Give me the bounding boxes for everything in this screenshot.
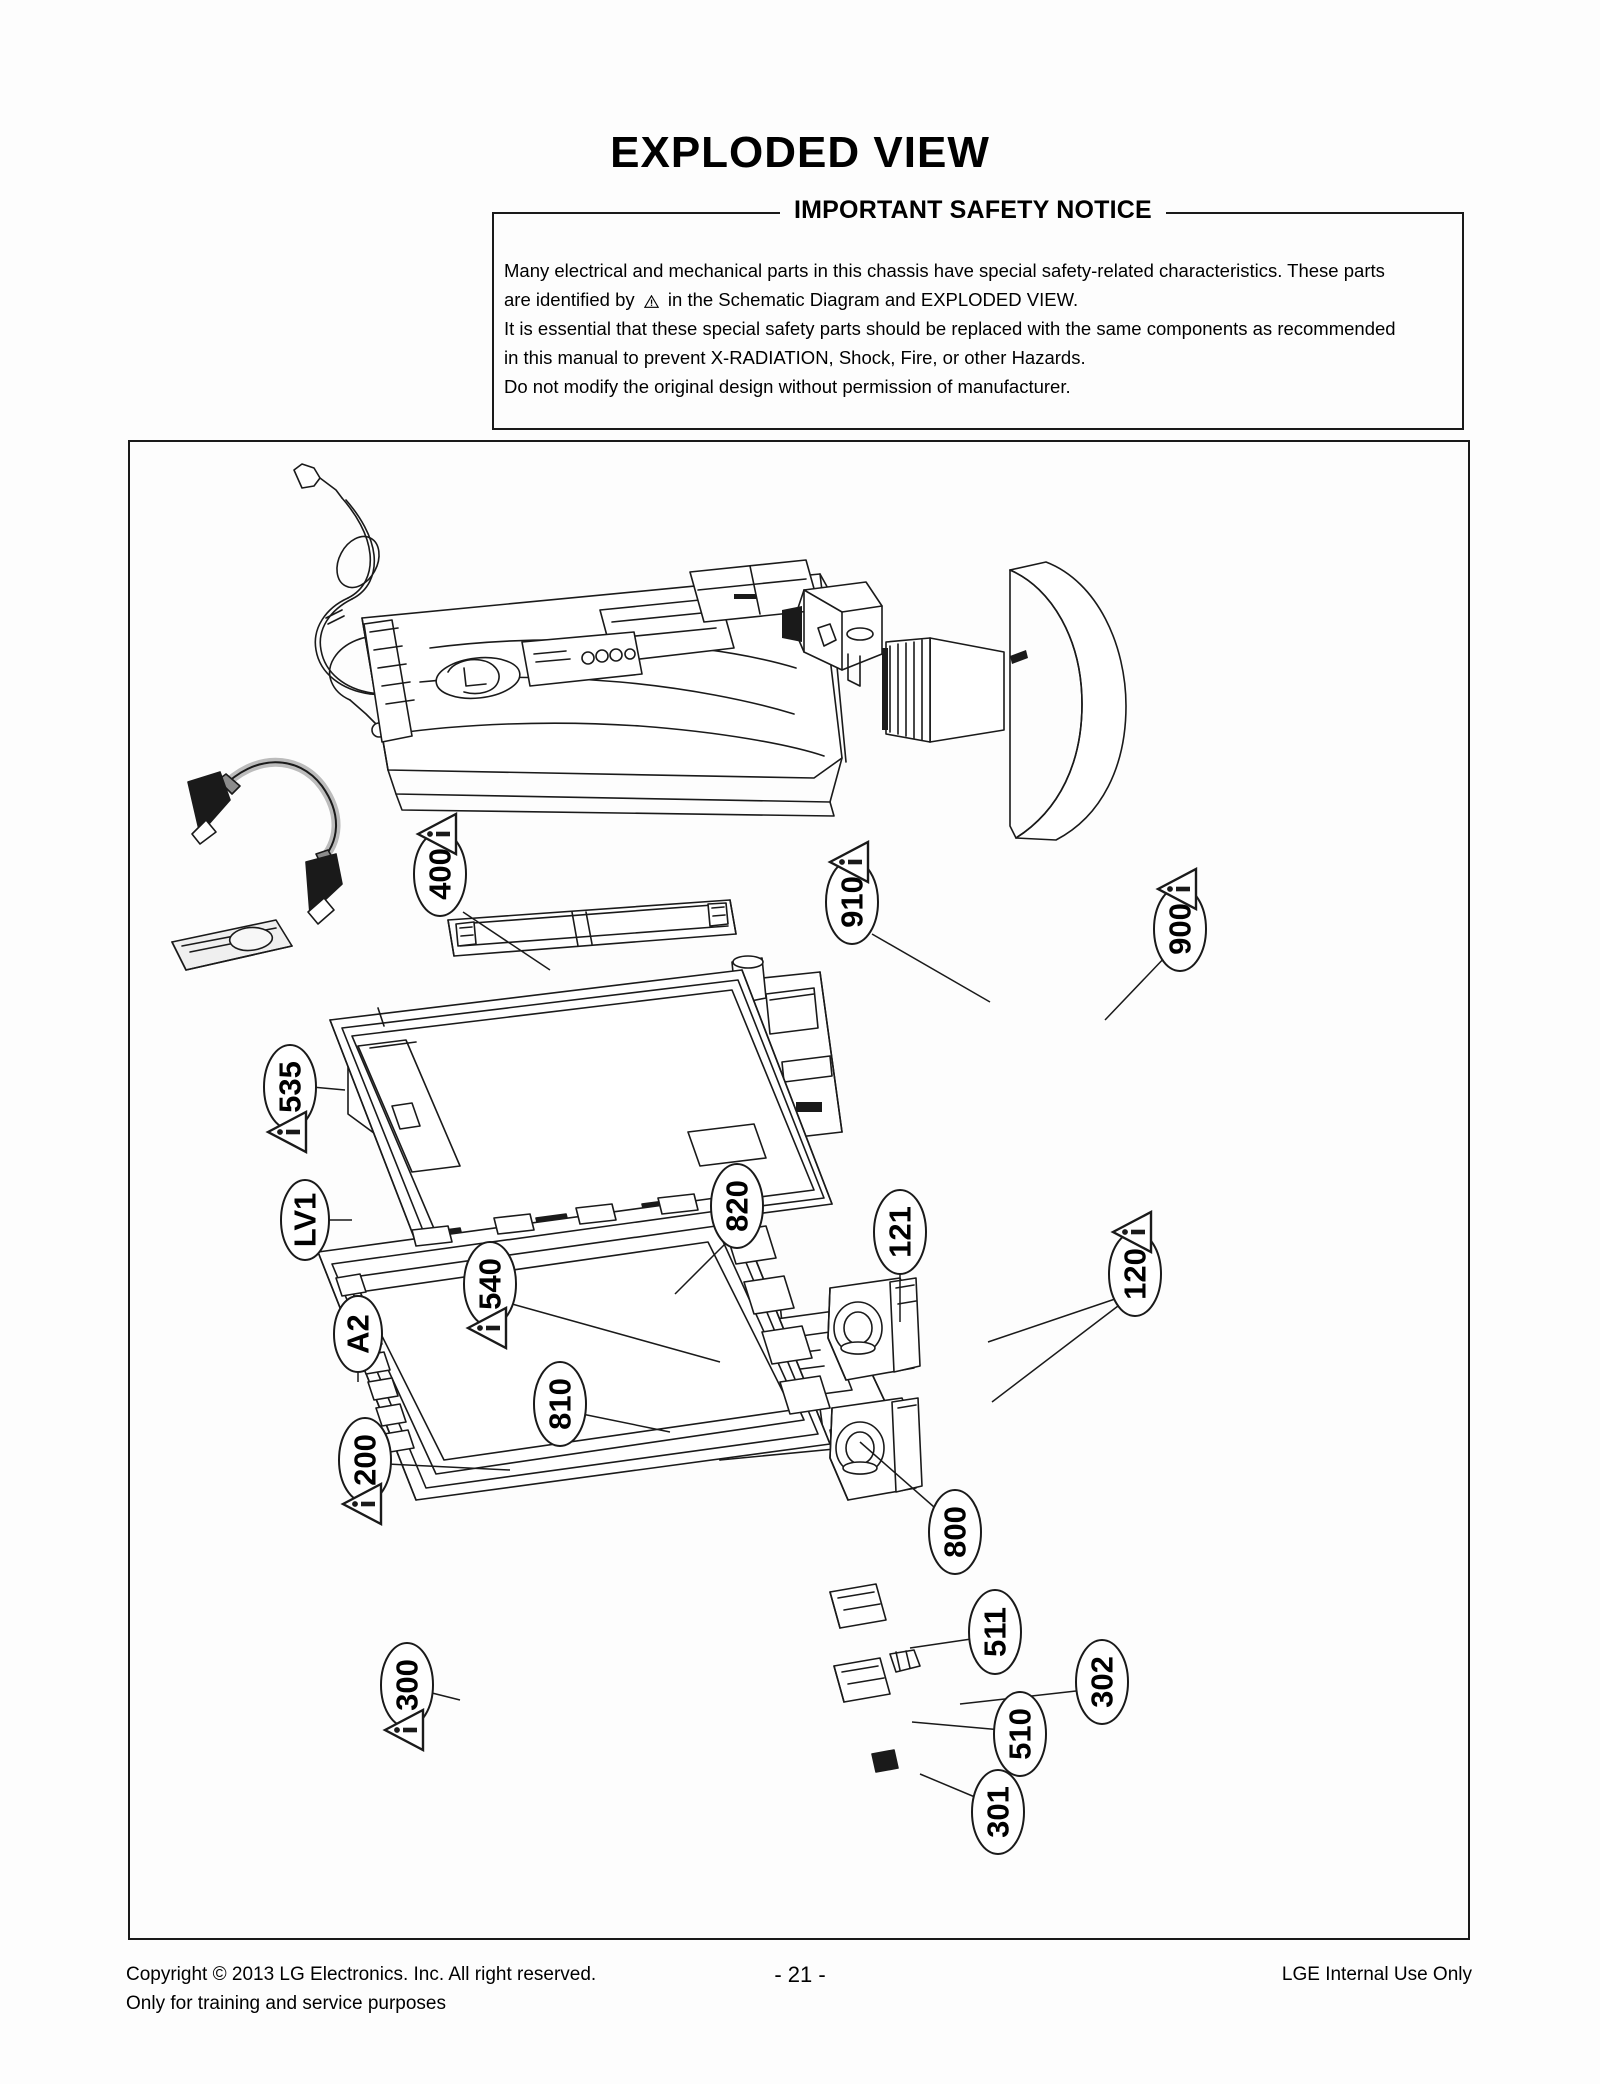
part-cap-301	[872, 1750, 898, 1772]
callout-label: 511	[977, 1606, 1013, 1658]
leader-line	[872, 934, 990, 1002]
leader-line	[912, 1722, 1002, 1730]
callout-label: 301	[980, 1786, 1016, 1838]
safety-notice-line-3: It is essential that these special safety parts should be replaced with the same components as recommended	[504, 318, 1396, 339]
safety-notice-line-2a: are identified by	[504, 289, 635, 310]
leader-line	[1105, 954, 1168, 1020]
callout-label: 820	[719, 1180, 755, 1232]
safety-notice-line-5: Do not modify the original design without permission of manufacturer.	[504, 376, 1071, 397]
safety-notice-line-2	[504, 285, 1464, 314]
part-bracket-510	[834, 1658, 890, 1702]
safety-notice-body	[504, 256, 1464, 401]
part-speaker-120-upper	[828, 1278, 920, 1380]
leader-line	[920, 1774, 982, 1800]
callout-535	[264, 1045, 345, 1152]
callout-label: 200	[347, 1434, 383, 1486]
part-remote-control-a2	[172, 920, 292, 970]
callout-label: 910	[834, 876, 870, 928]
leader-line	[910, 1638, 978, 1648]
safety-notice-legend: IMPORTANT SAFETY NOTICE	[780, 196, 1166, 225]
part-stand-base-900	[882, 562, 1126, 840]
callout-301	[920, 1770, 1024, 1854]
callout-300	[381, 1643, 460, 1750]
callout-label: 400	[422, 848, 458, 900]
callout-label: LV1	[287, 1192, 323, 1248]
callout-label: 810	[542, 1378, 578, 1430]
callout-900	[1105, 869, 1206, 1020]
callout-label: 121	[882, 1206, 918, 1258]
callout-label: 300	[389, 1659, 425, 1711]
diagram-canvas	[130, 442, 1468, 1938]
part-rear-cover-400	[362, 560, 846, 816]
callout-label: 800	[937, 1506, 973, 1558]
callout-label: 535	[272, 1061, 308, 1113]
callout-120	[988, 1212, 1161, 1402]
callout-510	[912, 1692, 1046, 1776]
part-clip-302	[890, 1650, 920, 1672]
callout-lv1	[281, 1180, 352, 1260]
safety-notice-line-1: Many electrical and mechanical parts in this chassis have special safety-related characteristics. These parts	[504, 260, 1385, 281]
part-hinge-cover-820	[448, 900, 736, 956]
safety-notice-line-4: in this manual to prevent X-RADIATION, Shock, Fire, or other Hazards.	[504, 347, 1086, 368]
part-cable-harness-lv1	[188, 762, 342, 924]
copyright-line-1: Copyright © 2013 LG Electronics. Inc. All right reserved.	[126, 1964, 597, 1985]
leader-line	[992, 1306, 1118, 1402]
callout-label: 120	[1117, 1248, 1153, 1300]
page-title: EXPLODED VIEW	[610, 128, 990, 177]
exploded-view-diagram	[128, 440, 1470, 1940]
safety-notice-line-2b: in the Schematic Diagram and EXPLODED VIEW.	[667, 289, 1079, 310]
callout-label: 540	[472, 1258, 508, 1310]
page-number: - 21 -	[774, 1962, 826, 1987]
warning-triangle-icon	[644, 295, 659, 308]
callout-label: A2	[340, 1314, 376, 1354]
part-bracket-511	[830, 1584, 886, 1628]
callout-511	[910, 1590, 1021, 1674]
callout-label: 900	[1162, 903, 1198, 955]
usage-restriction: LGE Internal Use Only	[1281, 1964, 1472, 1985]
callout-label: 302	[1084, 1656, 1120, 1708]
callout-910	[826, 842, 990, 1002]
page-footer	[0, 1960, 1600, 2050]
copyright-line-2: Only for training and service purposes	[126, 1993, 446, 2014]
callout-label: 510	[1002, 1708, 1038, 1760]
